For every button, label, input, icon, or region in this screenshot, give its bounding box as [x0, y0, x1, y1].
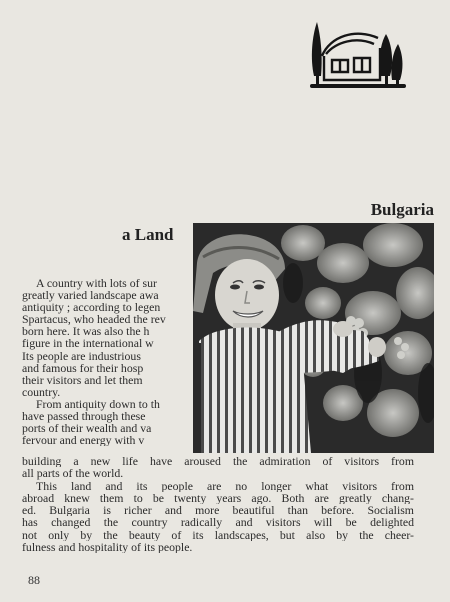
- text-line: Spartacus, who headed the rev: [22, 312, 166, 327]
- text-line: building a new life have aroused the admiration of visitors from: [22, 455, 414, 468]
- text-line: their visitors and let them: [22, 372, 143, 387]
- text-line: A country with lots of sur: [36, 277, 157, 290]
- text-line: greatly varied landscape awa: [22, 288, 159, 303]
- text-line: country.: [22, 384, 61, 399]
- text-line: ports of their wealth and va: [22, 421, 152, 436]
- text-line: has changed the country radically and visitors will be delighted: [22, 516, 414, 529]
- text-line: have passed through these: [22, 409, 146, 424]
- text-line: From antiquity down to th: [36, 396, 160, 411]
- text-line: figure in the international w: [22, 336, 154, 351]
- text-line: and famous for their hosp: [22, 360, 144, 375]
- page-title-line-1: Bulgaria: [370, 200, 434, 219]
- house-trees-sketch-icon: [308, 14, 408, 92]
- page-title-line-2: a Land: [122, 225, 174, 244]
- text-line: Its people are industrious: [22, 348, 141, 363]
- page-number: 88: [28, 573, 40, 587]
- article-text-full-width: [22, 455, 414, 553]
- text-line: not only by the beauty of its landscapes, but also by the cheer-: [22, 528, 414, 542]
- text-line: fervour and energy with v: [22, 433, 145, 447]
- text-line: antiquity ; according to legen: [22, 300, 161, 315]
- text-line: fulness and hospitality of its people.: [22, 541, 193, 554]
- text-line: abroad knew them to be twenty years ago. Both are greatly chang-: [22, 491, 414, 505]
- text-line: ed. Bulgaria is richer and more beautiful than before. Socialism: [22, 504, 414, 517]
- text-line: This land and its people are no longer what visitors from: [36, 479, 414, 492]
- article-text-column: [22, 277, 192, 446]
- text-line: born here. It was also the h: [22, 324, 150, 339]
- smiling-woman-grapes-photo: [193, 223, 434, 453]
- text-line: all parts of the world.: [22, 467, 124, 480]
